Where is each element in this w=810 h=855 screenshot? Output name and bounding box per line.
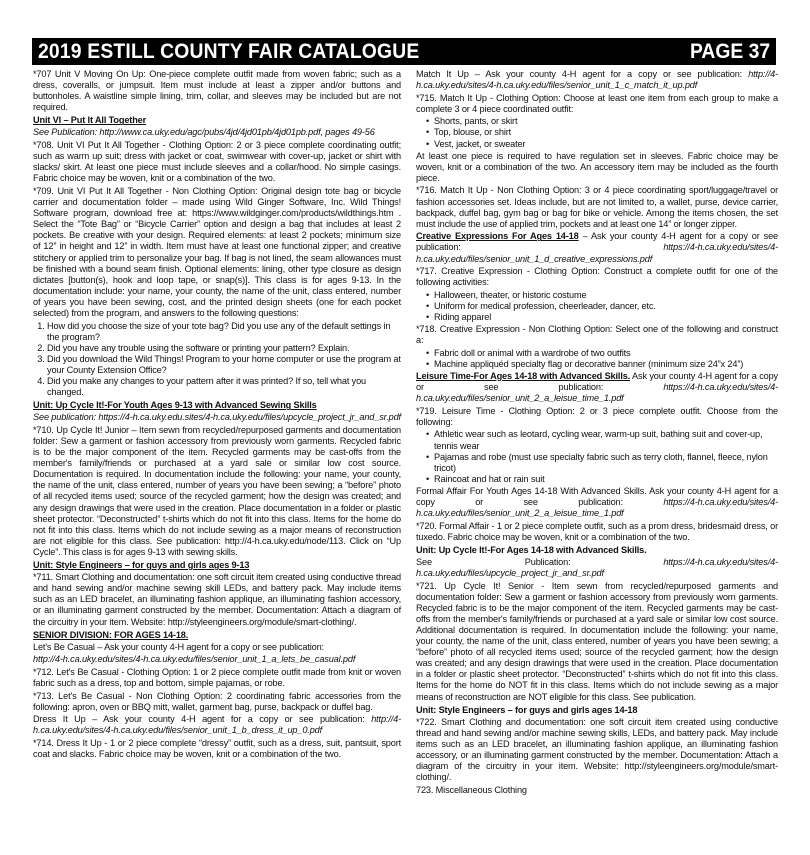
- leisure-intro: [416, 371, 778, 404]
- formal-intro-text: Formal Affair For Youth Ages 14-18 With Advanced Skills. Ask your county 4-H agent for a copy or see publication:: [416, 485, 778, 507]
- leisure-publication: https://4-h.ca.uky.edu/sites/4-h.ca.uky.edu/files/senior_unit_2_a_leisue_time_1.pdf: [416, 382, 778, 404]
- page-number: PAGE 37: [689, 39, 770, 63]
- paragraph-708: *708. Unit VI Put It All Together - Clothing Option: 2 or 3 piece complete coordinating outfit; such as warm up suit; dress with jacket or coat, swimwear with cover-up, jacket or shirt with slacks/ skirt. At least one piece must include sleeves and a collar/hood. No simple casings. Fabric choice may be woven, knit or a combination of the two.: [33, 140, 401, 184]
- upcycle-junior-publication: See publication: https://4-h.ca.uky.edu.sites/4-h.ca.uky.edu/files/upcycle_project_jr_and_sr.pdf: [33, 412, 401, 423]
- casual-publication: http://4-h.ca.uky.edu/sites/4-h.ca.uky.edu/files/senior_unit_1_a_lets_be_casual.pdf: [33, 654, 356, 665]
- unit6-publication: See Publication: http://www.ca.uky.edu/agc/pubs/4jd/4jd01pb/4jd01pb.pdf, pages 49-56: [33, 127, 375, 138]
- match-publication: http://4-h.ca.uky.edu/sites/4-h.ca.uky.edu/files/senior_unit_1_c_match_it_up.pdf: [416, 69, 778, 91]
- paragraph-710: *710. Up Cycle It! Junior – Item sewn from recycled/repurposed garments and documentation folder: Sew a garment or fashion accessory from previously worn garments. Recycled fabric is to be the major component of the item. Recycled garments may be cast-offs from the member's family/friends or purchased at a yard sale or similar low cost source. Documentation is required. In documentation include the following: your name, your county, the name of the unit, class entered, number of years you have been sewing; a “before” photo of all recycled items used; source of the recycled garment; how the design was created; and any design drawings that were used in the creation. Place documentation in a folder or plastic sheet protector. “Deconstructed” t-shirts which do not fit into this class. Items for the home do not fit into this class. Items which do not include sewing as a major means of reconstruction are not eligible for this class. See publication: http://4-h.ca.uky.edu/node/113. Click on “Up Cycle”. This class is for ages 9-13 with sewing skills.: [33, 424, 401, 557]
- match-it-up-intro: [416, 69, 778, 91]
- paragraph-718: *718. Creative Expression - Non Clothing Option: Select one of the following and construct a:: [416, 324, 778, 346]
- non-clothing-items-list: [416, 348, 778, 370]
- list-item: • Top, blouse, or shirt: [428, 127, 778, 138]
- paragraph-717: *717. Creative Expression - Clothing Option: Construct a complete outfit for one of the following activities:: [416, 266, 778, 288]
- paragraph-711: *711. Smart Clothing and documentation: one soft circuit item created using conductive thread and hand sewing and/or machine sewing skill LEDs, and battery pack. May include items such as an LED bracelet, an illuminating fashion applique, an illuminating fashion accessory, or an illuminating garment constructed by the member. Documentation: Attach a diagram of the circuitry in your item. Website: http://styleengineers.org/module/smart-clothing/.: [33, 572, 401, 627]
- list-item: • Riding apparel: [428, 312, 778, 323]
- creative-publication: https://4-h.ca.uky.edu/sites/4-h.ca.uky.edu/files/senior_unit_1_d_creative_expressions.pdf: [416, 242, 778, 264]
- paragraph-715: *715. Match It Up - Clothing Option: Choose at least one item from each group to make a complete 3 or 4 piece coordinated outfit:: [416, 92, 778, 114]
- list-item: • Raincoat and hat or rain suit: [428, 474, 778, 485]
- creative-intro-text: – Ask your county 4-H agent for a copy or see publication:: [416, 231, 778, 253]
- list-item: • Athletic wear such as leotard, cycling wear, warm-up suit, bathing suit and cover-up, tennis wear: [428, 429, 778, 451]
- question-item: 4. Did you make any changes to your pattern after it was printed? If so, tell what you changed.: [47, 376, 401, 398]
- question-item: 2. Did you have any trouble using the software or printing your pattern? Explain.: [47, 343, 401, 354]
- match-intro-text: Match It Up – Ask your county 4-H agent for a copy or see publication:: [416, 69, 749, 79]
- list-item: • Vest, jacket, or sweater: [428, 139, 778, 150]
- paragraph-722: *722. Smart Clothing and documentation: one soft circuit item created using conductive thread and hand sewing and/or machine sewing skills, LEDs, and battery pack. May include items such as an LED bracelet, an illuminating fashion applique, an illuminating fashion accessory, or an illuminating garment constructed by the member. Documentation: Attach a diagram of the circuitry in your item. Website: http://styleengineers.org/module/smart-clothing/.: [416, 716, 778, 783]
- right-column: [416, 69, 778, 797]
- documentation-questions: [33, 321, 401, 399]
- paragraph-714: *714. Dress It Up - 1 or 2 piece complete “dressy” outfit, such as a dress, suit, pantsuit, sport coat and slacks. Fabric choice may be woven, knit or a combination of the two.: [33, 737, 401, 760]
- list-item: • Shorts, pants, or skirt: [428, 116, 778, 127]
- question-item: 3. Did you download the Wild Things! Program to your home computer or use the program at your County Extension Office?: [47, 354, 401, 376]
- paragraph-723: 723. Miscellaneous Clothing: [416, 784, 527, 795]
- paragraph-716: *716. Match It Up - Non Clothing Option: 3 or 4 piece coordinating sport/luggage/travel or fashion accessories set. Ideas include, but are not limited to, a wallet, purse, device carrier, backpack, duffel bag, gym bag or bag for bike or vehicle. Among the items chosen, the set must include the use of applied trim, pockets and at least one 14” or longer zipper.: [416, 185, 778, 229]
- leisure-items-list: [416, 429, 778, 484]
- upcycle-senior-publication-line: [416, 557, 778, 579]
- list-item: • Machine appliquéd specialty flag or decorative banner (minimum size 24”x 24”): [428, 359, 778, 370]
- creative-intro: [416, 231, 778, 264]
- style-engineers-senior-heading: Unit: Style Engineers – for guys and girls ages 14-18: [416, 704, 638, 715]
- page-header: [32, 38, 776, 65]
- upcycle-senior-heading: Unit: Up Cycle It!-For Ages 14-18 with Advanced Skills.: [416, 544, 647, 555]
- list-item: • Uniform for medical profession, cheerleader, dancer, etc.: [428, 301, 778, 312]
- upcycle-senior-publication: https://4-h.ca.uky.edu/sites/4-h.ca.uky.edu/files/upcycle_project_jr_and_sr.pdf: [416, 556, 778, 579]
- left-column: [33, 69, 401, 762]
- paragraph-709: *709. Unit VI Put It All Together - Non Clothing Option: Original design tote bag or bicycle carrier and documentation folder – made using Wild Ginger Software, Inc. Wild Things! Software program, download free at: https://www.wildginger.com/products/wildthings.htm . Select the “Tote Bag” or “Bicycle Carrier” option and design a bag that includes at least 2 pockets. Be creative with your design. Required elements: at least 2 pockets; minimum size of 12” in height and 12” in width. Item must have at least one functional zipper; and creative stitchery or applied trim to personalize your bag. If bag is not lined, the seam allowances must be finished with a bound seam finish. Optional elements: lining, other type closure as design dictates [button(s), hook and loop tape, or snap(s)]. This class is for ages 9-13. In the documentation include: your name, your county, the name of the unit, class entered, number of years you have been sewing, cost, and the printed design sheets (one for each pocket selected) from the program, and answers to the following questions:: [33, 185, 401, 318]
- formal-intro: [416, 486, 778, 519]
- paragraph-720: *720. Formal Affair - 1 or 2 piece complete outfit, such as a prom dress, bridesmaid dress, or tuxedo. Fabric choice may be woven, knit or a combination of the two.: [416, 520, 778, 542]
- match-items-list: [416, 116, 778, 149]
- formal-publication: https://4-h.ca.uky.edu/sites/4-h.ca.uky.edu/files/senior_unit_2_a_leisue_time_1.pdf: [416, 496, 778, 519]
- question-item: 1. How did you choose the size of your tote bag? Did you use any of the default settings in the program?: [47, 321, 401, 343]
- paragraph-707: *707 Unit V Moving On Up: One-piece complete outfit made from woven fabric; such as a dress, coveralls, or jumpsuit. Item must include at least a zipper and/or buttons and buttonholes. A waistline simple lining, trim, collar, and sleeves may be included but are not required.: [33, 69, 401, 113]
- list-item: • Fabric doll or animal with a wardrobe of two outfits: [428, 348, 778, 359]
- upcycle-senior-intro-text: See Publication:: [416, 556, 664, 567]
- style-engineers-junior-heading: Unit: Style Engineers – for guys and girls ages 9-13: [33, 560, 250, 571]
- catalogue-title: 2019 ESTILL COUNTY FAIR CATALOGUE: [38, 39, 420, 63]
- dress-it-up-intro: [33, 714, 401, 736]
- paragraph-719: *719. Leisure Time - Clothing Option: 2 or 3 piece complete outfit. Choose from the following:: [416, 405, 778, 427]
- unit6-heading: Unit VI – Put It All Together: [33, 115, 147, 126]
- dress-it-up-intro-text: Dress It Up – Ask your county 4-H agent for a copy or see publication:: [33, 714, 372, 725]
- paragraph-712: *712. Let's Be Casual - Clothing Option: 1 or 2 piece complete outfit made from knit or woven fabric such as a dress, top and bottom, simple pajamas, or robe.: [33, 666, 401, 688]
- paragraph-713: *713. Let's Be Casual - Non Clothing Option: 2 coordinating fabric accessories from the following: apron, oven or BBQ mitt, wallet, garment bag, purse, backpack or duffel bag.: [33, 690, 401, 712]
- leisure-heading: Leisure Time-For Ages 14-18 with Advanced Skills.: [416, 370, 631, 381]
- casual-intro: Let's Be Casual – Ask your county 4-H agent for a copy or see publication:: [33, 641, 324, 652]
- creative-heading: Creative Expressions For Ages 14-18: [416, 231, 579, 242]
- upcycle-junior-heading: Unit: Up Cycle It!-For Youth Ages 9-13 with Advanced Sewing Skills: [33, 400, 317, 411]
- leisure-intro-text: Ask your county 4-H agent for a copy or see publication:: [416, 370, 778, 393]
- creative-items-list: [416, 290, 778, 323]
- list-item: • Pajamas and robe (must use specialty fabric such as terry cloth, flannel, fleece, nylon tricot): [428, 452, 778, 474]
- paragraph-715b: At least one piece is required to have regulation set in sleeves. Fabric choice may be woven, knit or a combination of the two. An accessory item may be included as the fourth piece.: [416, 150, 778, 183]
- dress-it-up-publication: http://4-h.ca.uky.edu/sites/4-h.ca.uky.edu/files/senior_unit_1_b_dress_it_up_0.pdf: [33, 714, 401, 736]
- list-item: • Halloween, theater, or historic costume: [428, 290, 778, 301]
- senior-division-heading: SENIOR DIVISION: FOR AGES 14-18.: [33, 629, 189, 640]
- paragraph-721: *721. Up Cycle It! Senior - Item sewn from recycled/repurposed garments and documentation folder: Sew a garment or fashion accessory from previously worn garments. Recycled fabric is to be the major component of the item. Recycled garments may be cast-offs from the member's family/friends or purchased at a yard sale or similar low cost source. Additional documentation is required. In documentation include the following: your name, your county, the name of the unit, class entered, number of years you have been sewing; a “before” photo of all recycled items used; source of the recycled garment; how the design was created; and any design drawings that were used in the creation. Place documentation in a folder or plastic sheet protector. “Deconstructed” t-shirts which do not fit into this class. Items for the home do NOT fit in this class. Items which do not include sewing as a major means of reconstruction are NOT eligible for this class. See publication.: [416, 580, 778, 702]
